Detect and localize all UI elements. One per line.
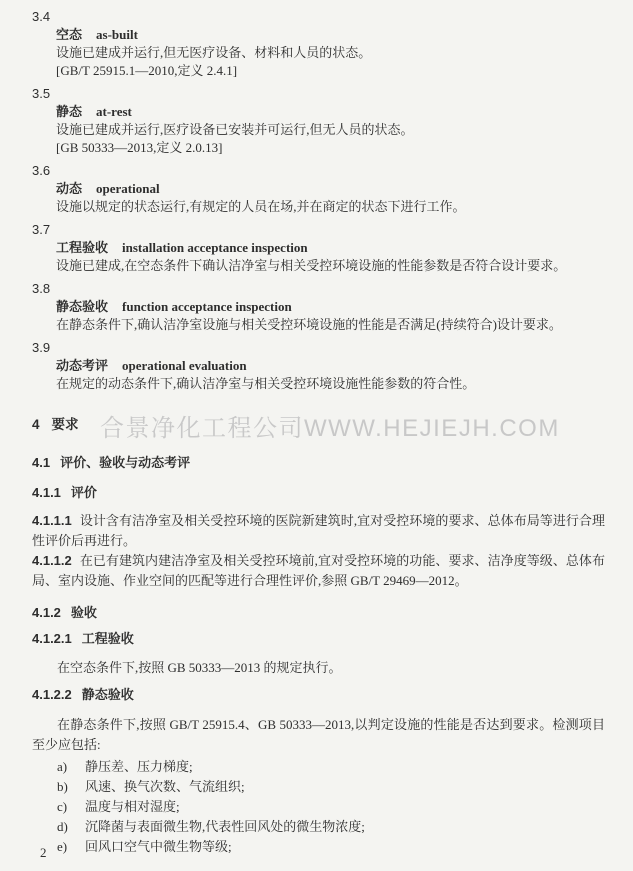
- definition-body: 设施已建成并运行,但无医疗设备、材料和人员的状态。: [56, 45, 372, 60]
- definition-term: [32, 357, 605, 375]
- definition-3-9: [32, 339, 605, 393]
- section-number: 4.1.2.1: [32, 631, 72, 646]
- section-heading-4-1-2-2: [32, 687, 605, 703]
- list-item: [32, 757, 605, 777]
- section-title: 评价: [70, 485, 97, 500]
- section-heading-4-1-1: [32, 485, 605, 501]
- definition-3-8: [32, 280, 605, 334]
- clause-4-1-1-1: [32, 511, 605, 551]
- section-title: 评价、验收与动态考评: [60, 455, 191, 470]
- clause-text: 在已有建筑内建洁净室及相关受控环境前,宜对受控环境的功能、要求、洁净度等级、总体布局、室内设施、作业空间的匹配等进行合理性评价,参照 GB/T 29469—2012。: [32, 553, 605, 588]
- clause-number: 4.1.1.1: [32, 513, 72, 528]
- clause-text: 设计含有洁净室及相关受控环境的医院新建筑时,宜对受控环境的要求、总体布局等进行合理性评价后再进行。: [32, 513, 605, 548]
- list-item-text: 静压差、压力梯度;: [85, 759, 193, 774]
- list-item: [32, 777, 605, 797]
- definition-body: 设施以规定的状态运行,有规定的人员在场,并在商定的状态下进行工作。: [56, 199, 466, 214]
- list-marker: d): [57, 819, 68, 834]
- definition-term-en: function acceptance inspection: [122, 299, 292, 314]
- list-item-text: 风速、换气次数、气流组织;: [85, 779, 245, 794]
- definition-number: 3.9: [32, 340, 51, 355]
- definition-term-zh: 静态: [56, 104, 83, 119]
- definition-3-5: [32, 85, 605, 157]
- clause-4-1-1-2: [32, 551, 605, 591]
- list-item-text: 回风口空气中微生物等级;: [85, 839, 232, 854]
- definition-term: [32, 103, 605, 121]
- definition-body: 在规定的动态条件下,确认洁净室与相关受控环境设施性能参数的符合性。: [56, 376, 476, 391]
- definition-reference: [GB/T 25915.1—2010,定义 2.4.1]: [56, 63, 238, 78]
- paragraph-4-1-2-2: 在静态条件下,按照 GB/T 25915.4、GB 50333—2013,以判定设施的性能是否达到要求。检测项目至少应包括:: [32, 717, 605, 752]
- list-marker: c): [57, 799, 68, 814]
- list-item-text: 温度与相对湿度;: [85, 799, 180, 814]
- definition-term-en: installation acceptance inspection: [122, 240, 308, 255]
- definition-term-en: operational evaluation: [122, 358, 247, 373]
- definition-term-zh: 静态验收: [56, 299, 109, 314]
- inspection-item-list: [32, 757, 605, 857]
- clause-number: 4.1.1.2: [32, 553, 72, 568]
- section-title: 工程验收: [81, 631, 134, 646]
- definition-number: 3.5: [32, 86, 51, 101]
- definition-term-zh: 动态考评: [56, 358, 109, 373]
- paragraph-4-1-2-1: 在空态条件下,按照 GB 50333—2013 的规定执行。: [57, 660, 342, 675]
- list-item: [32, 817, 605, 837]
- section-heading-4-1-2-1: [32, 631, 605, 647]
- page-number: 2: [40, 845, 47, 860]
- definition-number: 3.8: [32, 281, 51, 296]
- list-item-text: 沉降菌与表面微生物,代表性回风处的微生物浓度;: [85, 819, 365, 834]
- definition-term-zh: 空态: [56, 27, 83, 42]
- section-title: 要求: [51, 417, 79, 432]
- definition-term: [32, 180, 605, 198]
- definition-term-zh: 动态: [56, 181, 83, 196]
- section-number: 4.1: [32, 455, 51, 470]
- definition-term-en: at-rest: [96, 104, 132, 119]
- section-number: 4.1.2: [32, 605, 61, 620]
- section-heading-4-1: [32, 455, 605, 471]
- list-marker: a): [57, 759, 68, 774]
- definition-number: 3.6: [32, 163, 51, 178]
- list-marker: b): [57, 779, 68, 794]
- section-number: 4.1.2.2: [32, 687, 72, 702]
- definition-body: 在静态条件下,确认洁净室设施与相关受控环境设施的性能是否满足(持续符合)设计要求。: [56, 317, 562, 332]
- company-watermark: 合景净化工程公司WWW.HEJIEJH.COM: [100, 415, 560, 442]
- definition-number: 3.4: [32, 9, 51, 24]
- section-heading-4-1-2: [32, 605, 605, 621]
- definition-3-4: [32, 8, 605, 80]
- section-number: 4: [32, 417, 40, 432]
- section-title: 静态验收: [81, 687, 134, 702]
- definition-body: 设施已建成并运行,医疗设备已安装并可运行,但无人员的状态。: [56, 122, 414, 137]
- definition-term: [32, 239, 605, 257]
- section-number: 4.1.1: [32, 485, 61, 500]
- section-title: 验收: [70, 605, 97, 620]
- definition-reference: [GB 50333—2013,定义 2.0.13]: [56, 140, 223, 155]
- definition-3-6: [32, 162, 605, 216]
- definition-term-en: as-built: [96, 27, 138, 42]
- list-item: [32, 797, 605, 817]
- definition-term-en: operational: [96, 181, 160, 196]
- definition-3-7: [32, 221, 605, 275]
- definition-term: [32, 26, 605, 44]
- definition-term: [32, 298, 605, 316]
- list-marker: e): [57, 839, 68, 854]
- definition-term-zh: 工程验收: [56, 240, 109, 255]
- definition-body: 设施已建成,在空态条件下确认洁净室与相关受控环境设施的性能参数是否符合设计要求。: [56, 258, 567, 273]
- definition-number: 3.7: [32, 222, 51, 237]
- list-item: [32, 837, 605, 857]
